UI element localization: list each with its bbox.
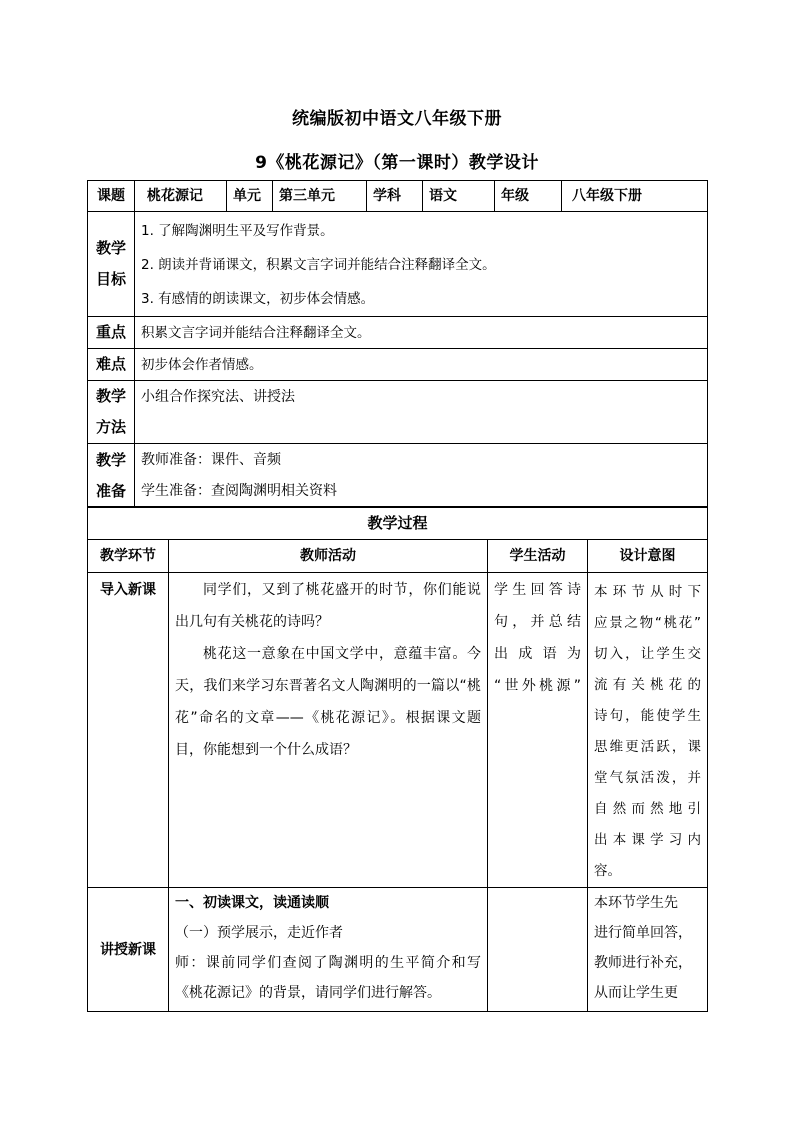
teacher-paragraph: 桃花这一意象在中国文学中，意蕴丰富。今天，我们来学习东晋著名文人陶渊明的一篇以“桃花”命名的文章——《桃花源记》。根据课文题目，你能想到一个什么成语？ bbox=[175, 646, 481, 758]
teacher-activity-cell bbox=[169, 888, 488, 1012]
objectives-label bbox=[88, 212, 135, 317]
student-line: “世外桃源” bbox=[494, 678, 581, 694]
student-activity-cell bbox=[488, 888, 588, 1012]
objective-item: 2. 朗读并背诵课文，积累文言字词并能结合注释翻译全文。 bbox=[141, 257, 496, 273]
stage-cell: 导入新课 bbox=[88, 573, 169, 888]
student-activity-cell bbox=[488, 573, 588, 888]
teaching-process-table bbox=[87, 506, 708, 1012]
difficulty-value: 初步体会作者情感。 bbox=[135, 349, 708, 381]
design-line: 进行简单回答， bbox=[594, 925, 692, 941]
grade-value: 八年级下册 bbox=[562, 181, 708, 212]
column-header-teacher: 教师活动 bbox=[169, 540, 488, 573]
grade-label: 年级 bbox=[495, 181, 562, 212]
column-header-stage: 教学环节 bbox=[88, 540, 169, 573]
student-line: 句，并总结 bbox=[494, 614, 581, 630]
design-line: 切入，让学生交 bbox=[594, 646, 702, 662]
difficulty-label: 难点 bbox=[88, 349, 135, 381]
preparation-label-line2: 准备 bbox=[95, 481, 126, 500]
design-line: 容。 bbox=[594, 863, 621, 879]
column-header-student: 学生活动 bbox=[488, 540, 588, 573]
design-intent-cell bbox=[588, 573, 708, 888]
design-line: 自然而然地引 bbox=[594, 801, 702, 817]
student-line: 学生回答诗 bbox=[494, 582, 581, 598]
objectives-content bbox=[135, 212, 708, 317]
teacher-activity-cell bbox=[169, 573, 488, 888]
key-point-label: 重点 bbox=[88, 317, 135, 349]
teacher-step-heading: 一、初读课文，读通读顺 bbox=[175, 895, 329, 911]
design-line: 思维更活跃，课 bbox=[594, 739, 702, 755]
design-line: 出本课学习内 bbox=[594, 832, 702, 848]
subject-value: 语文 bbox=[423, 181, 495, 212]
objective-item: 1. 了解陶渊明生平及写作背景。 bbox=[141, 223, 334, 239]
table-row bbox=[88, 573, 708, 888]
teacher-preparation: 教师准备：课件、音频 bbox=[141, 451, 281, 468]
teacher-substep: （一）预学展示，走近作者 bbox=[175, 925, 343, 941]
student-preparation: 学生准备：查阅陶渊明相关资料 bbox=[141, 482, 337, 499]
stage-cell: 讲授新课 bbox=[88, 888, 169, 1012]
design-line: 应景之物“桃花” bbox=[594, 615, 702, 631]
method-label-line1: 教学 bbox=[95, 387, 126, 405]
key-point-value: 积累文言字词并能结合注释翻译全文。 bbox=[135, 317, 708, 349]
teacher-paragraph: 师：课前同学们查阅了陶渊明的生平简介和写《桃花源记》的背景，请同学们进行解答。 bbox=[175, 955, 481, 1001]
preparation-label-line1: 教学 bbox=[95, 450, 126, 469]
preparation-content bbox=[135, 444, 708, 508]
unit-label: 单元 bbox=[227, 181, 273, 212]
preparation-label bbox=[88, 444, 135, 508]
table-row bbox=[88, 888, 708, 1012]
design-line: 教师进行补充， bbox=[594, 955, 692, 971]
design-line: 从而让学生更 bbox=[594, 985, 678, 1001]
objectives-label-line1: 教学 bbox=[95, 239, 126, 257]
document-title: 统编版初中语文八年级下册 bbox=[292, 109, 502, 129]
design-line: 诗句，能使学生 bbox=[594, 708, 702, 724]
objective-item: 3. 有感情的朗读课文，初步体会情感。 bbox=[141, 291, 375, 307]
objectives-label-line2: 目标 bbox=[95, 270, 126, 288]
process-heading: 教学过程 bbox=[88, 507, 708, 540]
method-label-line2: 方法 bbox=[95, 418, 126, 436]
subject-label: 学科 bbox=[367, 181, 423, 212]
lesson-info-table bbox=[87, 180, 708, 508]
unit-value: 第三单元 bbox=[273, 181, 367, 212]
design-intent-cell bbox=[588, 888, 708, 1012]
method-label bbox=[88, 381, 135, 444]
column-header-design: 设计意图 bbox=[588, 540, 708, 573]
student-line: 出成语为 bbox=[494, 646, 581, 662]
design-line: 堂气氛活泼，并 bbox=[594, 770, 702, 786]
design-line: 流有关桃花的 bbox=[594, 677, 702, 693]
design-line: 本环节从时下 bbox=[594, 584, 702, 600]
topic-value: 桃花源记 bbox=[135, 181, 227, 212]
method-value: 小组合作探究法、讲授法 bbox=[135, 381, 708, 444]
design-line: 本环节学生先 bbox=[594, 895, 678, 911]
lesson-title: 9《桃花源记》（第一课时）教学设计 bbox=[255, 153, 539, 173]
teacher-paragraph: 同学们，又到了桃花盛开的时节，你们能说出几句有关桃花的诗吗？ bbox=[175, 582, 481, 630]
topic-label: 课题 bbox=[88, 181, 135, 212]
